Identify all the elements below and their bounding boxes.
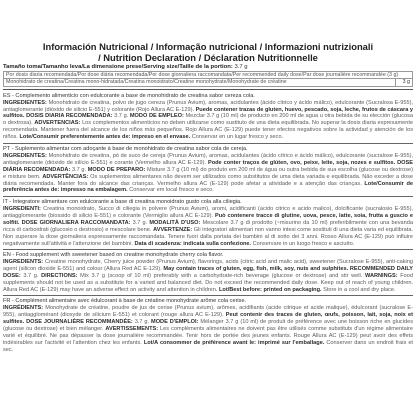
- section-es-lead: ES - Complemento alimenticio con edulcorante a base de monohidrato de creatina sabor cereza cola.: [3, 92, 255, 99]
- section-es-mode: Mezclar 3.7 g (10 ml) de producto en 200 ml de agua u otra bebida de su elección (glucosa o dextrosa).: [3, 113, 414, 127]
- section-it-mode-label: MODALITÀ D'USO:: [149, 219, 201, 226]
- section-pt-ingredients: Monohidrato de creatina, pó de suco de cereja (Prunus Avium), aromas, acidulantes (ácido cítrico e ácido málico), edulcorante (sucralose E-955), antiaglomerante (dióxido de silício E-551) e corante (Vermelho allura AC E-129).: [3, 152, 413, 166]
- section-it-allergens: Può contenere tracce di glutine, uova, pesce, latte, soia, frutta a guscio e solfiti. DOSE GIORNALIERA RACCOMANDATA:: [3, 212, 413, 226]
- section-fr-allergens: Peut contenir des traces de gluten, œufs, poisson, lait, soja, noix et sulfites. DOSE JOURNALIÈRE RECOMMANDÉE:: [3, 312, 413, 326]
- section-pt: [3, 146, 413, 195]
- serving-size: [3, 64, 413, 71]
- nutrition-title: [3, 3, 413, 63]
- divider: [3, 249, 413, 250]
- section-pt-ingredients-label: INGREDIENTES:: [3, 152, 47, 159]
- section-pt-allergens: Pode conter traços de glúten, ovo, peixe, leite, soja, nozes e sulfitos. DOSE DIÁRIA RECOMENDADA:: [3, 159, 414, 173]
- section-pt-warnings: Os suplementos alimentares não devem ser utilizados como substitutos de uma dieta variada e equilibrada. Não exceder a dose diária recomendada. Manter fora do alcance das crianças. Vermelho allura AC (E-129) pode afetar a atividade e a atenção das crianças.: [3, 173, 414, 187]
- section-fr: [3, 298, 413, 354]
- section-en-mode: Mix 3.7 g (scoop of 10 ml) preferably with a carbohydrate-rich beverage (glucose or dextrose) and stir well.: [77, 272, 363, 279]
- section-it-lot: Data di scadenza: indicata sulla confezione.: [134, 240, 252, 247]
- section-fr-ingredients-label: INGRÉDIENTS:: [3, 305, 44, 312]
- section-fr-lot: Lot/A consommer de préférence avant le: imprimé sur l'emballage.: [143, 340, 325, 347]
- section-en-dose: 3.7 g.: [20, 272, 42, 279]
- section-en-ingredients-label: INGREDIENTS:: [3, 259, 44, 266]
- table-row: [4, 79, 413, 86]
- table-header-cell: Por dosis diaria recomendada/Por dose diária recomendada/Per dose giornaliera raccomandata/Per recommended daily dose/Par dose journalière recommandée (3 g): [4, 72, 413, 79]
- section-fr-dose: 3.7 g.: [132, 319, 152, 326]
- section-en-warnings: Food supplements should not be used as a substitute for a varied and balanced diet. Do not exceed the recommended daily dose. Keep out of reach of young children. Allura Red AC (E-129) may have an adverse effect on activity and attention in children.: [3, 272, 414, 293]
- section-en-lead: EN - Food supplement with sweetener based on creatine monohydrate cherry cola flavor.: [3, 252, 224, 259]
- section-en: [3, 252, 413, 294]
- section-es-storage: Conservar en un lugar fresco y seco.: [190, 134, 284, 141]
- section-it-ingredients: Creatina monoidrato, Succo di ciliegia in polvere (Prunus Avium), aromi, acidificanti (acido citrico e acido malico), dolcificante (sucralosio E-955), antiagglomerante (biossido di silicio E-551) e colorante (Vermiglio allura AC E-129).: [3, 205, 413, 219]
- section-es: [3, 93, 413, 142]
- section-fr-lead: FR - Complément alimentaire avec édulcorant à base de créatine monohydrate arôme cola cerise.: [3, 298, 247, 305]
- section-pt-mode-label: MODO DE PREPARO:: [87, 166, 146, 173]
- serving-size-value: 3.7 g: [234, 64, 248, 70]
- section-fr-mode: Mélanger 3.7 g (10 ml) de produit de préférence avec une boisson riche en glucides (glucose ou dextrose) et bien mélanger.: [3, 319, 413, 333]
- section-es-warnings-label: ADVERTENCIAS:: [34, 120, 81, 127]
- section-es-warnings: Los complementos alimenticios no deben utilizarse como sustituto de una dieta equilibrada. No superar la dosis diaria expresamente recomendada. Mantener fuera del alcance de los niños más pequeños. Rojo Allura AC (E-129) puede tener efectos negativos sobre la actividad y atención de los niños.: [3, 120, 413, 141]
- table-row-value: 3 g: [396, 79, 413, 86]
- section-fr-warnings-label: AVERTISSEMENTS:: [105, 326, 159, 333]
- section-en-storage: Store in a cool and dry place.: [321, 286, 396, 293]
- section-pt-mode: Misture 3.7 g (10 ml) do produto em 200 ml de água ou outra bebida de sua escolha (glucose ou dextrose) e misture bem.: [3, 166, 413, 180]
- section-it-mode: Mescolare 3.7 g di prodotto (~misurino da 10 ml) preferibilmente con una bevanda ricca di carboidrati (glucosio o destrosio) e mescolare bene.: [3, 219, 414, 233]
- divider: [3, 196, 413, 197]
- section-en-mode-label: DIRECTIONS:: [41, 272, 78, 279]
- section-en-lot: Lot/Best before: printed on packaging.: [219, 286, 322, 293]
- section-it-dose: 3.7 g.: [130, 219, 150, 226]
- section-it-ingredients-label: INGREDIENTI:: [3, 205, 41, 212]
- section-en-allergens: May contain traces of gluten, egg, fish, milk, soy, nuts and sulphites. RECOMMENDED DAILY DOSE:: [3, 266, 413, 279]
- divider: [3, 143, 413, 144]
- section-en-warnings-label: WARNINGS:: [364, 272, 398, 279]
- table-header-row: [4, 72, 413, 79]
- section-pt-lead: PT - Suplemento alimentar com adoçante à base de monohidrato de creatina sabor cola de cereja.: [3, 145, 248, 152]
- title-line-2: / Nutrition Declaration / Déclaration Nutritionnelle: [98, 52, 318, 63]
- table-row-label: Monohidrato de creatina/Creatina mono-hidratada/Creatina monoidrato/Creatine monohydrate/Monohydrate de créatine: [4, 79, 396, 86]
- section-it-lead: IT - Integratore alimentare con edulcorante a base di creatina monoidrato gusto cola alla ciliegia.: [3, 198, 242, 205]
- section-fr-mode-label: MODE D'EMPLOI:: [151, 319, 199, 326]
- section-it-warnings: Gli integratori alimentari non vanno intesi come sostituti di una dieta varia ed equilibrata. Non superare la dose giornaliera espressamente raccomandata. Tenere fuori dalla portata dei bambini al di sotto dei 3 anni. Rosso Allura AC (E-129) può influire negativamente sull'attività e l'attenzione dei bambini.: [3, 226, 413, 247]
- section-pt-storage: Conservar em local fresco e seco.: [127, 187, 214, 194]
- section-fr-warnings: Les compléments alimentaires ne doivent pas être utilisés comme substituts d'un régime alimentaire varié et équilibré. Ne pas dépasser la dose journalière recommandée. Tenir hors de portée des jeunes enfants. Rouge Allura AC (E-129) peut avoir des effets indésirables sur l'activité et l'attention chez les enfants.: [3, 326, 413, 347]
- section-es-allergens: Puede contener trazas de gluten, huevo, pescado, soja, leche, frutos de cáscara y sulfitos. DOSIS DIARIA RECOMENDADA:: [3, 106, 413, 120]
- section-it: [3, 199, 413, 248]
- section-en-ingredients: Creatine monohydrate, Cherry juice powder (Prunus Avium), flavorings, acids (citric acid and malic acid), sweetener (Sucralose E-955), anti-caking agent (silicon dioxide E-551) and colour (Allura Red AC E-129).: [3, 259, 413, 273]
- section-es-lot: Lote/Consumir preferentemente antes de: impreso en el envase.: [19, 134, 191, 141]
- section-es-ingredients-label: INGREDIENTES:: [3, 99, 47, 106]
- serving-size-label: Tamaño toma/Tamanho leva/La dimensione prese/Serving size/Taille de la portion:: [3, 64, 233, 70]
- nutrition-table: [3, 71, 413, 87]
- section-pt-warnings-label: ADVERTÊNCIAS:: [42, 173, 89, 180]
- section-pt-lot: Lote/Consumir de preferência antes de: impresso na embalagem.: [3, 180, 413, 194]
- section-es-ingredients: Monohidrato de creatina, polvo de jugo cereza (Prunus Avium), aromas, acidulantes (ácido cítrico y ácido málico), edulcorante (Sucralosa E-955), antiaglomerante (dióxido de silicio E-551) y colorante (Rojo Allura AC E-129).: [3, 99, 413, 113]
- divider: [3, 295, 413, 296]
- section-es-mode-label: MODO DE EMPLEO:: [129, 113, 184, 120]
- title-line-1: Información Nutricional / Informação nutricional / Informazioni nutrizionali: [42, 41, 374, 52]
- section-fr-ingredients: Monohydrate de créatine, poudre de jus de cerise (Prunus avium), arômes, acidifiants (acide citrique et acide malique), édulcorant (sucralose E-955), antiagglomérant (dioxyde de silicium E-551) et colorant (rouge allura AC E-129).: [3, 305, 413, 319]
- section-it-storage: Conservare in un luogo fresco e asciutto.: [251, 240, 355, 247]
- section-fr-storage: Conserver dans un endroit frais et sec.: [3, 340, 413, 353]
- section-pt-dose: 3.7 g.: [70, 166, 88, 173]
- section-it-warnings-label: AVVERTENZE:: [153, 226, 193, 233]
- section-es-dose: 3.7 g.: [112, 113, 130, 120]
